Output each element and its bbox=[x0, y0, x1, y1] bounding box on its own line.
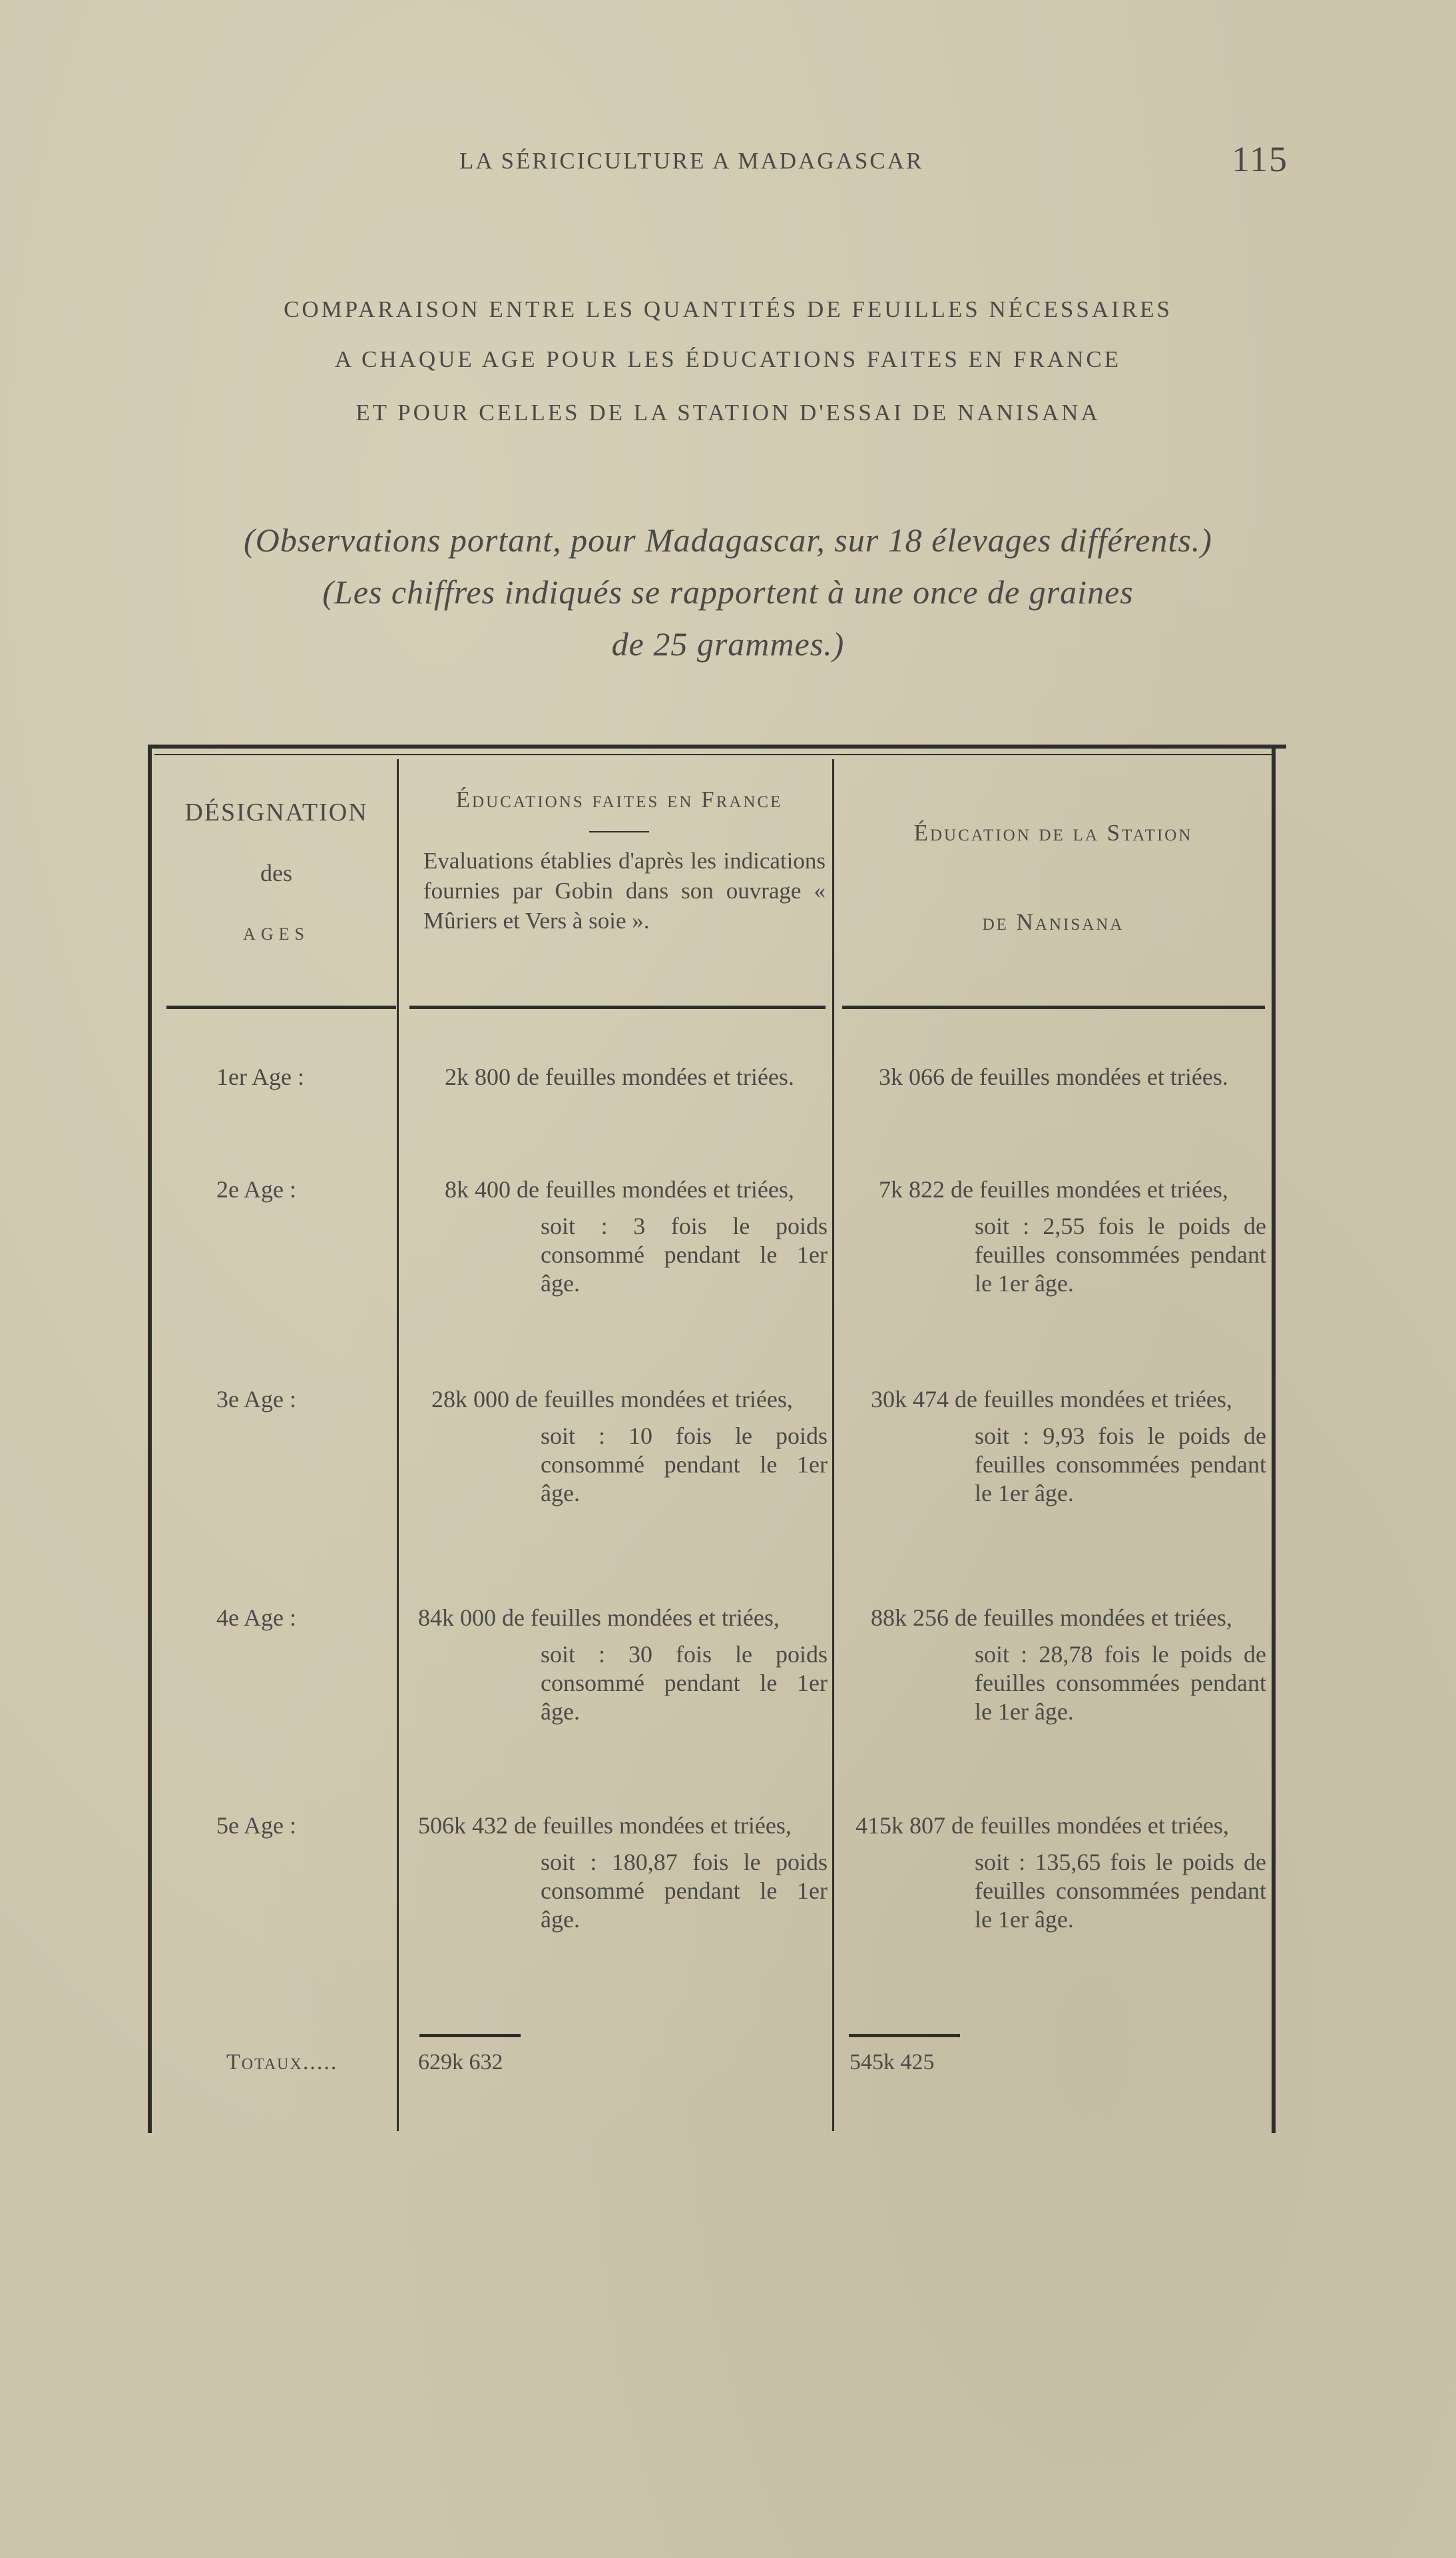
france-cell bbox=[418, 1604, 828, 1726]
nanisana-note: soit : 28,78 fois le poids de feuilles consommées pendant le 1er âge. bbox=[975, 1641, 1266, 1725]
column-divider-2 bbox=[832, 759, 834, 2131]
france-note: soit : 30 fois le poids consommé pendant le 1er âge. bbox=[541, 1641, 828, 1725]
france-main: 2k 800 de feuilles mondées et triées. bbox=[445, 1064, 794, 1090]
france-main: 8k 400 de feuilles mondées et triées, bbox=[445, 1176, 794, 1203]
france-main: 28k 000 de feuilles mondées et triées, bbox=[431, 1386, 793, 1413]
france-cell bbox=[418, 1811, 828, 1934]
age-label: 5e Age : bbox=[216, 1812, 296, 1839]
col1-header-line-1: DÉSIGNATION bbox=[184, 799, 368, 826]
col2-header-dash bbox=[589, 831, 649, 832]
france-cell bbox=[431, 1385, 828, 1508]
totals-france: 629k 632 bbox=[418, 2050, 503, 2075]
page-number: 115 bbox=[1232, 139, 1288, 179]
table-top-rule-thin bbox=[154, 754, 1273, 755]
table-left-border bbox=[148, 745, 152, 2133]
note-line-3: de 25 grammes.) bbox=[611, 625, 845, 663]
nanisana-note: soit : 135,65 fois le poids de feuilles consommées pendant le 1er âge. bbox=[975, 1849, 1266, 1933]
nanisana-cell bbox=[871, 1604, 1266, 1726]
header-rule-col3 bbox=[842, 1006, 1265, 1009]
totals-label: Totaux..... bbox=[226, 2050, 338, 2075]
table-right-border bbox=[1272, 745, 1276, 2133]
france-main: 84k 000 de feuilles mondées et triées, bbox=[418, 1604, 780, 1631]
col3-header-line-1: Éducation de la Station bbox=[913, 820, 1193, 846]
nanisana-note: soit : 9,93 fois le poids de feuilles consommées pendant le 1er âge. bbox=[975, 1423, 1266, 1506]
nanisana-main: 30k 474 de feuilles mondées et triées, bbox=[871, 1386, 1232, 1413]
totals-nanisana: 545k 425 bbox=[849, 2050, 935, 2075]
age-label: 2e Age : bbox=[216, 1176, 296, 1203]
nanisana-cell bbox=[871, 1385, 1266, 1508]
header-rule-col1 bbox=[166, 1006, 396, 1009]
note-line-1: (Observations portant, pour Madagascar, sur 18 élevages différents.) bbox=[244, 521, 1212, 559]
col2-header-body: Evaluations établies d'après les indications fournies par Gobin dans son ouvrage « Mûriers et Vers à soie ». bbox=[423, 848, 826, 934]
age-label: 3e Age : bbox=[216, 1386, 296, 1413]
nanisana-cell bbox=[879, 1175, 1266, 1298]
france-cell bbox=[445, 1175, 828, 1298]
total-rule-nanisana bbox=[849, 2034, 960, 2037]
table-title-line-3: ET POUR CELLES DE LA STATION D'ESSAI DE NANISANA bbox=[356, 400, 1100, 426]
nanisana-note: soit : 2,55 fois le poids de feuilles consommées pendant le 1er âge. bbox=[975, 1213, 1266, 1297]
france-note: soit : 180,87 fois le poids consommé pendant le 1er âge. bbox=[541, 1849, 828, 1933]
nanisana-main: 7k 822 de feuilles mondées et triées, bbox=[879, 1176, 1228, 1203]
header-rule-col2 bbox=[409, 1006, 826, 1009]
note-line-2: (Les chiffres indiqués se rapportent à une once de graines bbox=[322, 573, 1134, 611]
col1-header-line-3: AGES bbox=[243, 924, 310, 944]
table-title-line-1: COMPARAISON ENTRE LES QUANTITÉS DE FEUILLES NÉCESSAIRES bbox=[284, 296, 1172, 322]
nanisana-main: 3k 066 de feuilles mondées et triées. bbox=[879, 1064, 1228, 1090]
nanisana-cell bbox=[879, 1063, 1266, 1092]
column-divider-1 bbox=[397, 759, 399, 2131]
nanisana-main: 415k 807 de feuilles mondées et triées, bbox=[855, 1812, 1229, 1839]
age-label: 4e Age : bbox=[216, 1604, 296, 1631]
col3-header-line-2: de Nanisana bbox=[982, 909, 1124, 935]
france-cell bbox=[445, 1063, 828, 1092]
table-title-line-2: A CHAQUE AGE POUR LES ÉDUCATIONS FAITES EN FRANCE bbox=[334, 346, 1122, 372]
france-main: 506k 432 de feuilles mondées et triées, bbox=[418, 1812, 792, 1839]
col1-header-line-2: des bbox=[260, 860, 292, 886]
france-note: soit : 3 fois le poids consommé pendant le 1er âge. bbox=[541, 1213, 828, 1297]
running-title: LA SÉRICICULTURE A MADAGASCAR bbox=[459, 148, 924, 174]
france-note: soit : 10 fois le poids consommé pendant le 1er âge. bbox=[541, 1423, 828, 1506]
nanisana-main: 88k 256 de feuilles mondées et triées, bbox=[871, 1604, 1232, 1631]
age-label: 1er Age : bbox=[216, 1064, 304, 1090]
total-rule-france bbox=[419, 2034, 521, 2037]
table-top-rule bbox=[148, 745, 1286, 749]
nanisana-cell bbox=[855, 1811, 1266, 1934]
col2-header-title: Éducations faites en France bbox=[455, 787, 783, 812]
